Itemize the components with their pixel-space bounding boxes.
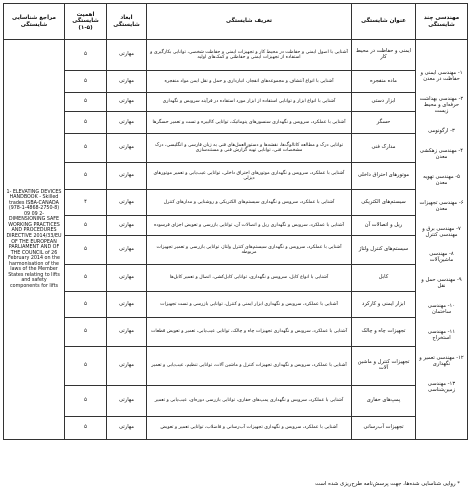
competency-description: آشنایی با عملکرد، سرویس و نگهداری ریل و اتصالات آن، توانایی بازرسی و تعویض اجزای فرسوده — [147, 216, 352, 236]
competency-importance: ۵ — [65, 292, 107, 318]
table-row — [4, 216, 468, 236]
competency-dimension: مهارتی — [107, 318, 147, 347]
competency-importance: ۵ — [65, 71, 107, 93]
competency-description: آشنایی با عملکرد، سرویس و نگهداری پمپ‌های حفاری، توانایی بازرسی دوره‌ای، عیب‌یابی و تعمیر — [147, 386, 352, 417]
area-item: ۳- ارگونومی — [428, 127, 455, 134]
competency-title: ماده منفجره — [352, 71, 416, 93]
competency-title: مدارک فنی — [352, 134, 416, 163]
competency-title: سیستم‌های الکتریکی — [352, 190, 416, 216]
competency-importance: ۵ — [65, 236, 107, 265]
competency-importance: ۵ — [65, 163, 107, 190]
table-row — [4, 236, 468, 265]
competency-title: سیستم‌های کنترل ولتاژ — [352, 236, 416, 265]
competency-title: ریل و اتصالات آن — [352, 216, 416, 236]
competency-dimension: مهارتی — [107, 40, 147, 71]
table-row — [4, 318, 468, 347]
footnote: * روایی شناسایی شده‌ها، جهت پرسش‌نامه طرح‌ریزی شده است — [315, 481, 460, 487]
competency-dimension: مهارتی — [107, 417, 147, 440]
competency-dimension: مهارتی — [107, 386, 147, 417]
table-body — [4, 40, 468, 440]
competency-description: آشنایی با انواع آنتشاف و مجموعه‌های انفجار، انبارداری و حمل و نقل ایمن مواد منفجره — [147, 71, 352, 93]
competency-importance: ۵ — [65, 112, 107, 134]
competency-description: آشنایی با عملکرد، سرویس و نگهداری ابزار ایمنی و کنترل، توانایی بازرسی و تست تجهیزات — [147, 292, 352, 318]
table-row — [4, 386, 468, 417]
area-item: ۶- مهندسی تجهیزات معدن — [419, 199, 464, 212]
area-item: ۱۲- مهندسی تعمیر و نگهداری — [419, 355, 464, 368]
table-row — [4, 190, 468, 216]
competency-title: پمپ‌های حفاری — [352, 386, 416, 417]
competency-description: آشنایی با عملکرد، سرویس و نگهداری موتورهای احتراق داخلی، توانایی عیب‌یابی و تعمیر موتورهای دیزلی — [147, 163, 352, 190]
competency-importance: ۵ — [65, 417, 107, 440]
header-title: عنوان شایستگی — [352, 4, 416, 40]
competency-dimension: مهارتی — [107, 190, 147, 216]
area-item: ۵- مهندسی تهویه معدن — [423, 173, 460, 186]
header-refs: مراجع شناسایی شایستگی — [4, 4, 65, 40]
table-row — [4, 112, 468, 134]
competency-title: ابزار ایمنی و کارکرد — [352, 292, 416, 318]
competency-description: آشنایی با عملکرد، سرویس و نگهداری تجهیزات آب‌رسانی و فاضلاب، توانایی تعمیر و تعویض — [147, 417, 352, 440]
competency-description: توانایی درک و مطالعه کاتالوگ‌ها، نقشه‌ها و دستورالعمل‌های فنی به زبان فارسی و انگلیسی، درک مشخصات فنی، توانایی تهیه گزارش فنی و مستندسازی — [147, 134, 352, 163]
area-item: ۲- مهندسی بهداشت حرفه‌ای و محیط زیست — [419, 95, 464, 114]
table-row — [4, 417, 468, 440]
table-row — [4, 93, 468, 112]
competency-title: کابل — [352, 265, 416, 292]
table-header-row — [4, 4, 468, 40]
competency-description: آشنایی با عملکرد، سرویس و نگهداری سنسورهای پنوماتیک، توانایی کالیبره و تست و تعمیر حسگرها — [147, 112, 352, 134]
competency-description: آشنایی با عملکرد، سرویس و نگهداری تجهیزات کنترل و ماشین آلات، توانایی تنظیم، عیب‌یابی و تعمیر — [147, 347, 352, 386]
competency-dimension: مهارتی — [107, 347, 147, 386]
competency-description: آشنایی با اصول ایمنی و حفاظت در محیط کار و تجهیزات ایمنی و حفاظت شخصی، توانایی بکارگیری و استفاده از تجهیزات ایمنی و حفاظتی و کمک‌های اولیه — [147, 40, 352, 71]
competency-title: تجهیزات چاه و چالک — [352, 318, 416, 347]
area-item: ۱۰- مهندسی ساختمان — [427, 303, 456, 316]
competency-description: آشنایی با عملکرد، سرویس و نگهداری تجهیزات چاه و چالک، توانایی عیب‌یابی، تعمیر و تعویض قطعات — [147, 318, 352, 347]
competency-title: تجهیزات کنترل و ماشین آلات — [352, 347, 416, 386]
table-row — [4, 292, 468, 318]
table-row — [4, 134, 468, 163]
header-score: اهمیت شایستگی (۵-۱) — [65, 4, 107, 40]
competency-description: آشنایی با عملکرد، سرویس و نگهداری سیستم‌های کنترل ولتاژ، توانایی بازرسی و تعمیر تجهیزات مربوطه — [147, 236, 352, 265]
area-item: ۹- مهندسی حمل و نقل — [421, 277, 462, 290]
table-row — [4, 265, 468, 292]
area-item: ۱۳- مهندسی زمین‌شناسی — [427, 381, 456, 394]
competency-importance: ۵ — [65, 216, 107, 236]
competency-title: موتورهای احتراق داخلی — [352, 163, 416, 190]
header-area: مهندسی چند شایستگی — [416, 4, 468, 40]
table-row — [4, 347, 468, 386]
competency-description: آشنایی با عملکرد، سرویس و نگهداری سیستم‌های الکتریکی و روشنایی و مدارهای کنترل — [147, 190, 352, 216]
competency-dimension: مهارتی — [107, 71, 147, 93]
area-cell — [416, 40, 468, 440]
competency-importance: ۵ — [65, 347, 107, 386]
competency-dimension: مهارتی — [107, 93, 147, 112]
competency-importance: ۵ — [65, 134, 107, 163]
competency-title: تجهیزات آب‌رسانی — [352, 417, 416, 440]
competency-description: آشنایی با انواع ابزار و توانایی استفاده از ابزار مورد استفاده در فرآیند سرویس و نگهداری — [147, 93, 352, 112]
competency-importance: ۵ — [65, 318, 107, 347]
table-row — [4, 40, 468, 71]
competency-title: حسگر — [352, 112, 416, 134]
area-item: ۱- مهندسی ایمنی و حفاظت در معدن — [420, 69, 463, 82]
area-item: ۸- مهندسی ماشین‌آلات — [429, 251, 454, 264]
competency-dimension: مهارتی — [107, 292, 147, 318]
area-item: ۱۱- مهندسی استخراج — [427, 329, 456, 342]
competency-importance: ۵ — [65, 386, 107, 417]
competency-importance: ۵ — [65, 40, 107, 71]
competency-dimension: مهارتی — [107, 236, 147, 265]
competency-dimension: مهارتی — [107, 265, 147, 292]
competency-dimension: مهارتی — [107, 163, 147, 190]
area-item: ۴- مهندسی زهکشی معدن — [419, 147, 464, 160]
table-row — [4, 71, 468, 93]
header-dim: ابعاد شایستگی — [107, 4, 147, 40]
references-cell: 1- ELEVATING DEVICES HANDBOOK - Skilled trades ISBA-CANADA (978-1-4868-2750-8) 09 09 2- DIMENSIONING SAFE WORKING PRACTICES AND PROCEDURES DIRECTIVE 2014/33/EU OF THE EUROPEAN PARLIAMENT AND OF THE COUNCIL of 26 February 2014 on the harmonisation of the laws of the Member States relating to lifts and safety components for lifts — [4, 40, 65, 440]
competency-importance: ۴ — [65, 190, 107, 216]
competency-dimension: مهارتی — [107, 112, 147, 134]
competency-importance: ۵ — [65, 93, 107, 112]
competency-title: ایمنی و حفاظت در محیط کار — [352, 40, 416, 71]
competency-dimension: مهارتی — [107, 216, 147, 236]
area-item: ۷- مهندسی برق و مهندسی کنترل — [422, 225, 461, 238]
table-row — [4, 163, 468, 190]
header-desc: تعریف شایستگی — [147, 4, 352, 40]
competency-table — [3, 3, 468, 440]
competency-description: آشنایی با انواع کابل، سرویس و نگهداری، توانایی کابل‌کشی، اتصال و تعمیر کابل‌ها — [147, 265, 352, 292]
competency-importance: ۵ — [65, 265, 107, 292]
competency-title: ابزار دستی — [352, 93, 416, 112]
competency-dimension: مهارتی — [107, 134, 147, 163]
